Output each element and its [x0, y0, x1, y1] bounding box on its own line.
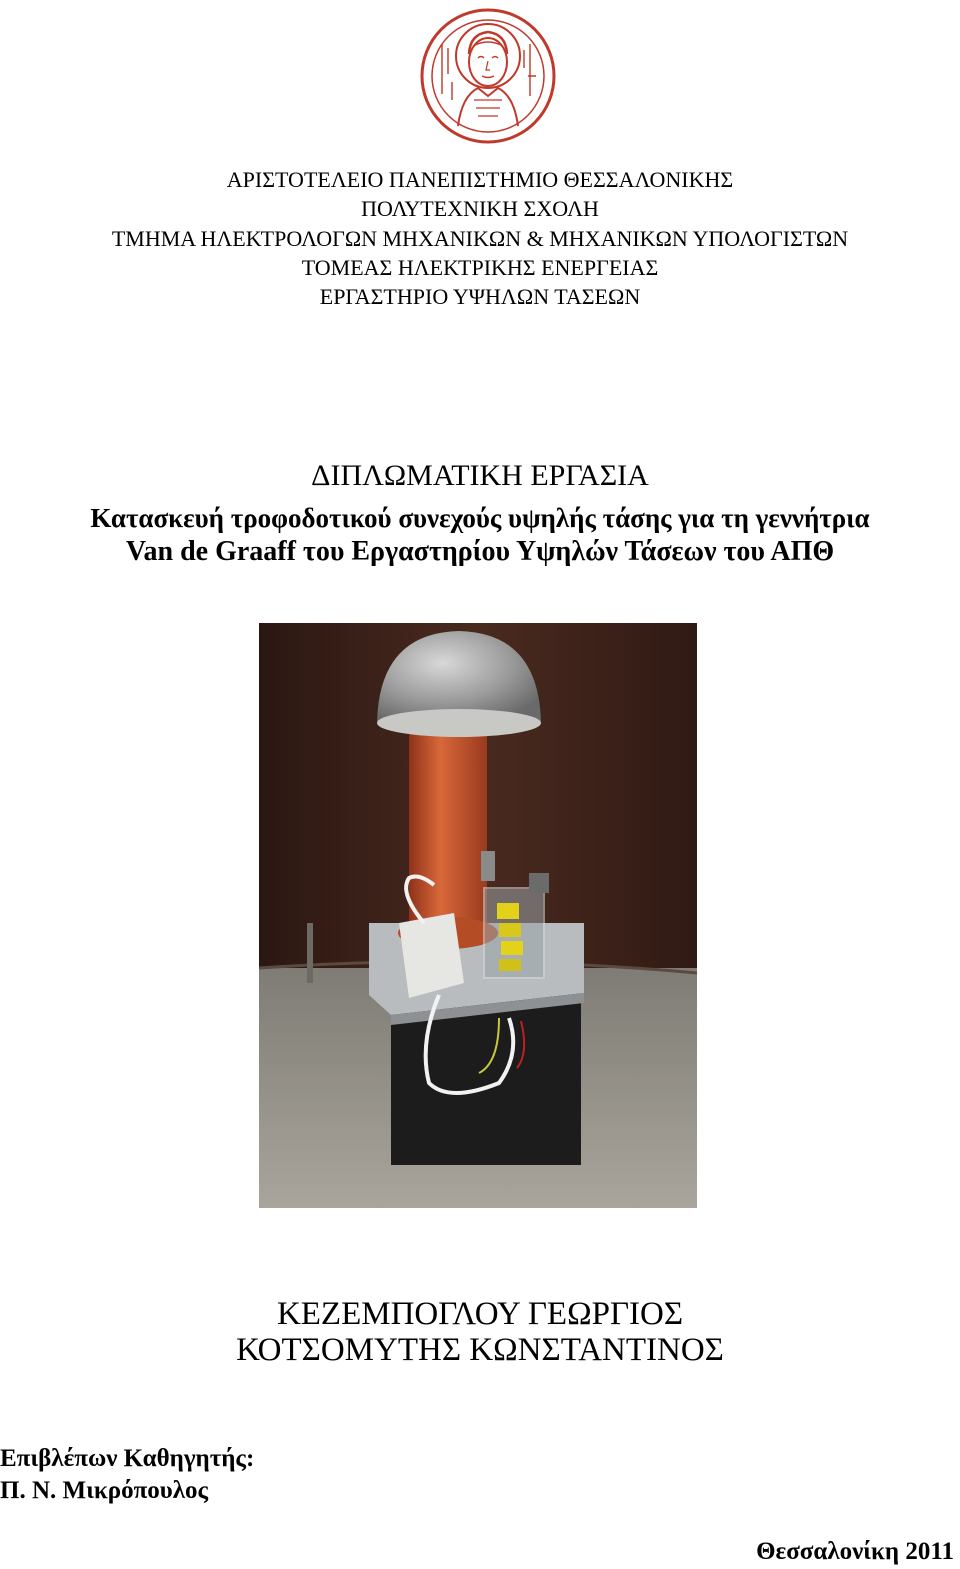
thesis-title-line-2: Van de Graaff του Εργαστηρίου Υψηλών Τάσεων του ΑΠΘ — [125, 536, 835, 567]
laboratory-name: ΕΡΓΑΣΤΗΡΙΟ ΥΨΗΛΩΝ ΤΑΣΕΩΝ — [319, 284, 641, 309]
place-date: Θεσσαλονίκη 2011 — [756, 1538, 954, 1565]
university-name: ΑΡΙΣΤΟΤΕΛΕΙΟ ΠΑΝΕΠΙΣΤΗΜΙΟ ΘΕΣΣΑΛΟΝΙΚΗΣ — [226, 167, 734, 192]
author-2: ΚΟΤΣΟΜΥΤΗΣ ΚΩΝΣΤΑΝΤΙΝΟΣ — [236, 1332, 724, 1368]
department-name: ΤΜΗΜΑ ΗΛΕΚΤΡΟΛΟΓΩΝ ΜΗΧΑΝΙΚΩΝ & ΜΗΧΑΝΙΚΩΝ ΥΠΟΛΟΓΙΣΤΩΝ — [111, 226, 849, 251]
author-1: ΚΕΖΕΜΠΟΓΛΟΥ ΓΕΩΡΓΙΟΣ — [276, 1296, 684, 1332]
thesis-title-line-1: Κατασκευή τροφοδοτικού συνεχούς υψηλής τάσης για τη γεννήτρια — [90, 503, 870, 533]
sector-name: ΤΟΜΕΑΣ ΗΛΕΚΤΡΙΚΗΣ ΕΝΕΡΓΕΙΑΣ — [301, 255, 659, 280]
supervisor-name: Π. Ν. Μικρόπουλος — [0, 1477, 209, 1504]
thesis-type: ΔΙΠΛΩΜΑΤΙΚΗ ΕΡΓΑΣΙΑ — [311, 459, 649, 492]
supervisor-label: Επιβλέπων Καθηγητής: — [0, 1445, 255, 1472]
van-de-graaff-generator-photo — [259, 623, 697, 1208]
university-seal-logo — [418, 4, 558, 154]
school-name: ΠΟΛΥΤΕΧΝΙΚΗ ΣΧΟΛΗ — [361, 196, 599, 221]
